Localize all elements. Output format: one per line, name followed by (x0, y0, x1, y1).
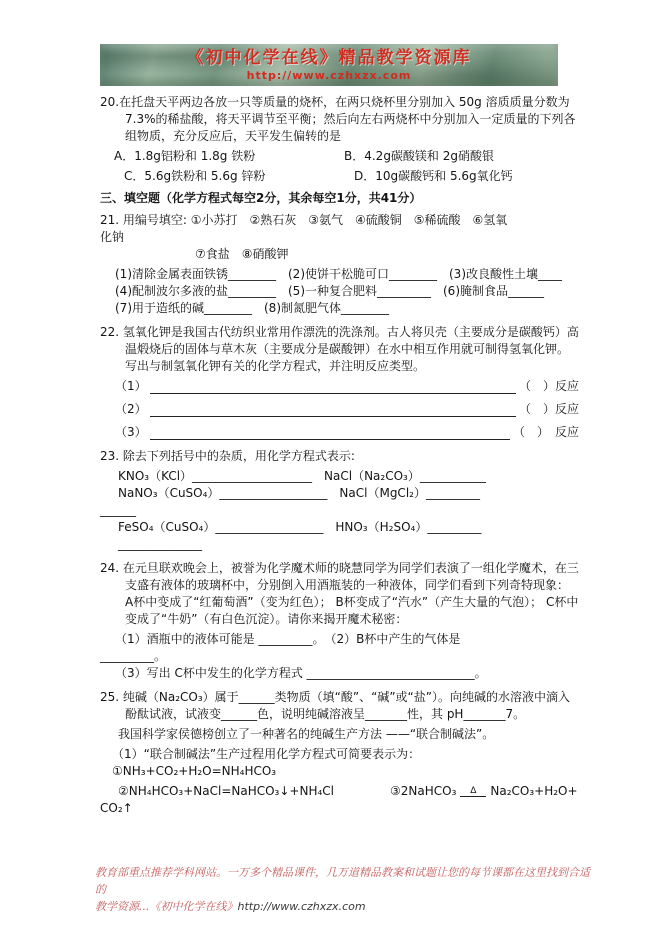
q25-equation-3-continuation: CO₂↑ (100, 801, 133, 815)
q24-line-1: （1）酒瓶中的液体可能是 _________。 （2）B杯中产生的气体是 (115, 632, 461, 646)
q20-stem: 20.在托盘天平两边各放一只等质量的烧杯，在两只烧杯里分别加入 50g 溶质质量分数为 7.3%的稀盐酸，将天平调节至平衡；然后向左右两烧杯中分别加入一定质量的下列各组物质，充分反应后，天平发生偏转的是 (100, 95, 576, 143)
q23-row-3: ______ (100, 503, 136, 517)
exam-content (100, 94, 579, 817)
q22-body: 22. 氢氧化钾是我国古代纺织业常用作漂洗的洗涤剂。古人将贝壳（主要成分是碳酸钙）高温煅烧后的固体与草木灰（主要成分是碳酸钾）在水中相互作用就可制得氢氧化钾。写出与制氢氧化钾有关的化学方程式，并注明反应类型。 (100, 325, 579, 373)
q22-answer-row-2 (115, 401, 579, 420)
q22-answer-3-num: （3） (115, 425, 147, 439)
footer-line-2 (95, 898, 591, 915)
q21-items-1: (1)清除金属表面铁锈________ (2)使饼干松脆可口________ (3)改良酸性土壤____ (115, 267, 562, 281)
q21-lead-line3: ⑦食盐 ⑧硝酸钾 (195, 247, 289, 261)
q21-items-3: (7)用于造纸的碱________ (8)制氮肥气体________ (115, 301, 389, 315)
q25-equation-1: （1）“联合制碱法”生产过程用化学方程式可简要表示为：①NH₃+CO₂+H₂O=NH₄HCO₃ (112, 747, 421, 778)
q25-equation-row (118, 783, 579, 800)
footer-promo (95, 864, 591, 915)
footer-line-2-text: 教学资源...《初中化学在线》 (95, 900, 238, 913)
q22-answer-1-blank (150, 378, 516, 394)
q20-options-row1 (114, 148, 579, 165)
q20-option-b: B．4.2g碳酸镁和 2g硝酸银 (344, 149, 495, 163)
delta-heating-symbol (460, 787, 486, 797)
footer-url-link[interactable]: http://www.czhxzx.com (237, 900, 366, 913)
q23-row-5: ______________ (118, 537, 202, 551)
q25-equation-2: ②NH₄HCO₃+NaCl=NaHCO₃↓+NH₄Cl (118, 784, 334, 798)
q21-lead-line1: 21. 用编号填空: ①小苏打 ②熟石灰 ③氨气 ④硫酸铜 ⑤稀硫酸 ⑥氢氧 (100, 213, 508, 227)
q22-answer-row-3 (115, 424, 579, 443)
reaction-arrow-line (460, 796, 486, 797)
q22-answer-2-num: （2） (115, 402, 147, 416)
q20-option-a: A．1.8g铝粉和 1.8g 铁粉 (114, 149, 256, 163)
q21-lead-line2: 化钠 (100, 230, 125, 244)
q24-line-2: _________。 (100, 649, 167, 663)
q23-row-4: FeSO₄（CuSO₄）__________________ HNO₃（H₂SO₄）_________ (118, 520, 482, 534)
q22-answer-2-type: （ ）反应 (518, 402, 579, 416)
q20-option-d: D．10g碳酸钙和 5.6g氧化钙 (354, 169, 513, 183)
q24-body: 24. 在元旦联欢晚会上，被誉为化学魔术师的晓慧同学为同学们表演了一组化学魔术，在三支盛有液体的玻璃杯中，分别倒入用酒瓶装的一种液体，同学们看到下列奇特现象： A杯中变成了“红葡萄酒”（变为红色）； B杯变成了“汽水”（产生大量的气泡）； C杯中变成了“牛奶”（有白色沉淀）。请你来揭开魔术秘密： (100, 561, 579, 626)
q22-answer-1-type: （ ）反应 (518, 379, 579, 393)
q22-answer-2-blank (150, 401, 516, 417)
q23-row-1: KNO₃（KCl）____________________ NaCl（Na₂CO₃）___________ (118, 469, 486, 483)
q25-houdebang-line: 我国科学家侯德榜创立了一种著名的纯碱生产方法 ——“联合制碱法”。 (118, 727, 495, 741)
q20-options-row2 (124, 168, 579, 185)
q22-answer-row-1 (115, 378, 579, 397)
banner-title: 《初中化学在线》精品教学资源库 (186, 48, 472, 68)
section3-title: 三、填空题（化学方程式每空2分，其余每空1分，共41分） (100, 191, 422, 205)
q22-answer-1-num: （1） (115, 379, 147, 393)
q20-option-c: C．5.6g铁粉和 5.6g 锌粉 (124, 169, 266, 183)
banner-url-link[interactable]: http://www.czhxzx.com (246, 69, 412, 82)
q23-row-2: NaNO₃（CuSO₄）__________________ NaCl（MgCl₂）_________ (118, 486, 480, 500)
q25-equation-3-right: Na₂CO₃+H₂O+ (490, 784, 578, 798)
q25-body: 25. 纯碱（Na₂CO₃）属于______类物质（填“酸”、“碱”或“盐”）。向纯碱的水溶液中滴入酚酞试液，试液变______色，说明纯碱溶液呈_______性，其 pH_______7。 (100, 690, 570, 721)
q25-equation-3-left: ③2NaHCO₃ (390, 784, 457, 798)
q24-line-3: （3）写出 C杯中发生的化学方程式 ____________________________。 (115, 666, 487, 680)
q21-items-2: (4)配制波尔多液的盐________ (5)一种复合肥料_________ (6)腌制食品______ (115, 284, 544, 298)
site-banner (100, 44, 558, 86)
footer-line-1: 教育部重点推荐学科网站。一万多个精品课件，几万道精品教案和试题让您的每节课都在这里找到合适的 (95, 866, 590, 896)
q22-answer-3-type: （ ） 反应 (512, 425, 579, 439)
delta-icon: Δ (470, 786, 477, 796)
q23-lead: 23. 除去下列括号中的杂质，用化学方程式表示: (100, 449, 355, 463)
q22-answer-3-blank (150, 424, 510, 440)
